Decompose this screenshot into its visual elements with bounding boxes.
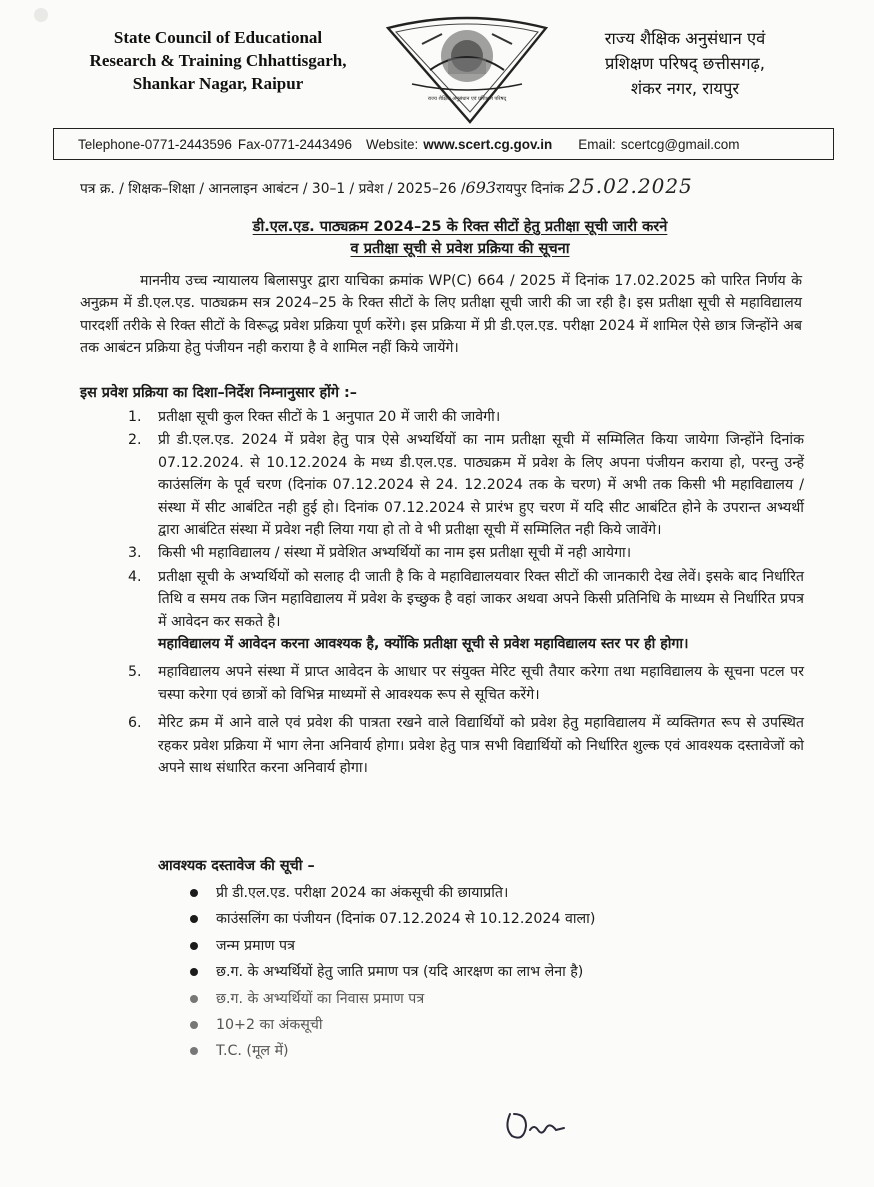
rule-item: [128, 542, 804, 564]
bullet-icon: [190, 889, 198, 897]
document-text: काउंसलिंग का पंजीयन (दिनांक 07.12.2024 से 10.12.2024 वाला): [216, 911, 596, 928]
org-name-hindi: [560, 26, 810, 101]
reference-prefix: पत्र क्र. / शिक्षक–शिक्षा / आनलाइन आबंटन / 30–1 / प्रवेश / 2025–26 /: [80, 181, 466, 197]
rule-text: प्रतीक्षा सूची के अभ्यर्थियों को सलाह दी जाती है कि वे महाविद्यालयवार रिक्त सीटों की जानकारी देख लेवें। इसके बाद निर्धारित तिथि व समय तक जिन महाविद्यालय में प्रवेश के इच्छुक है वहां जाकर अथवा अपने किसी प्रतिनिधि के माध्यम से निर्धारित प्रपत्र में आवेदन कर सकते है।: [158, 568, 804, 630]
rule-item: [128, 712, 804, 779]
document-text: जन्म प्रमाण पत्र: [216, 937, 295, 954]
document-text: T.C. (मूल में): [216, 1043, 289, 1060]
documents-heading: आवश्यक दस्तावेज की सूची –: [158, 858, 315, 874]
logo-caption: राज्य शैक्षिक अनुसंधान एवं प्रशिक्षण परिषद्: [427, 96, 507, 102]
document-item: [188, 1038, 788, 1064]
document-item: [188, 933, 788, 959]
email-label: Email:: [578, 136, 616, 152]
org-en-line: State Council of Educational: [113, 28, 323, 47]
reference-date: 25.02.2025: [568, 174, 693, 198]
rule-text: मेरिट क्रम में आने वाले एवं प्रवेश की पात्रता रखने वाले विद्यार्थियों को प्रवेश हेतु महाविद्यालय में व्यक्तिगत रूप से उपस्थित रहकर प्रवेश प्रक्रिया में भाग लेना अनिवार्य होगा। प्रवेश हेतु पात्र सभी विद्यार्थियों को निर्धारित शुल्क एवं आवश्यक दस्तावेजों को अपने साथ संधारित करना अनिवार्य होगा।: [158, 715, 804, 777]
bullet-icon: [190, 995, 198, 1003]
reference-place: रायपुर दिनांक: [496, 181, 564, 197]
rule-number: 3.: [128, 545, 142, 562]
document-item: [188, 959, 788, 985]
rule-text: प्रतीक्षा सूची कुल रिक्त सीटों के 1 अनुपात 20 में जारी की जावेगी।: [158, 409, 501, 425]
bullet-icon: [190, 1021, 198, 1029]
document-text: छ.ग. के अभ्यर्थियों हेतु जाति प्रमाण पत्र (यदि आरक्षण का लाभ लेना है): [216, 964, 584, 981]
org-en-line: Research & Training Chhattisgarh,: [89, 51, 347, 70]
rule-text: प्री डी.एल.एड. 2024 में प्रवेश हेतु पात्र ऐसे अभ्यर्थियों का नाम प्रतीक्षा सूची में सम्मिलित किया जायेगा जिन्होंने दिनांक 07.12.2024. से 10.12.2024 के मध्य डी.एल.एड. पाठ्यक्रम में प्रवेश के लिए अपना पंजीयन कराया हो, परन्तु उन्हें काउंसलिंग के पूर्व चरण (दिनांक 07.12.2024 से 24. 12.2024 तक के चरण) में अभी तक किसी भी महाविद्यालय / संस्था में सीट आबंटित नही हुई हो। दिनांक 07.12.2024 से प्रारंभ हुए चरण में यदि सीट आबंटित होने के उपरान्त अभ्यर्थी द्वारा आबंटित संस्था में प्रवेश नही लिया गया हो तो वे भी प्रतीक्षा सूची में सम्मिलित नही किये जावेंगे।: [158, 432, 804, 539]
telephone: Telephone-0771-2443596: [78, 136, 232, 152]
signature-mark: [500, 1106, 572, 1146]
rule-number: 6.: [128, 715, 142, 732]
rules-list: [128, 406, 804, 781]
punch-hole: [34, 8, 48, 22]
org-hi-line: प्रशिक्षण परिषद् छत्तीसगढ़,: [604, 54, 766, 73]
rule-emphasis: महाविद्यालय में आवेदन करना आवश्यक है, क्योंकि प्रतीक्षा सूची से प्रवेश महाविद्यालय स्तर पर ही होगा।: [158, 636, 689, 653]
bullet-icon: [190, 1047, 198, 1055]
rule-text: किसी भी महाविद्यालय / संस्था में प्रवेशित अभ्यर्थियों का नाम इस प्रतीक्षा सूची में नही आयेगा।: [158, 545, 632, 562]
document-text: 10+2 का अंकसूची: [216, 1016, 323, 1033]
document-item: [188, 1012, 788, 1038]
rule-item: [128, 661, 804, 706]
document-item: [188, 880, 788, 906]
subject-line-1: डी.एल.एड. पाठ्यक्रम 2024–25 के रिक्त सीटों हेतु प्रतीक्षा सूची जारी करने: [252, 218, 668, 235]
bullet-icon: [190, 915, 198, 923]
org-en-line: Shankar Nagar, Raipur: [132, 74, 304, 93]
rule-number: 2.: [128, 432, 142, 449]
document-item: [188, 906, 788, 932]
rule-text: महाविद्यालय अपने संस्था में प्राप्त आवेदन के आधार पर संयुक्त मेरिट सूची तैयार करेगा तथा महाविद्यालय के सूचना पटल पर चस्पा करेगा एवं छात्रों को विभिन्न माध्यमों से आवश्यक रूप से सूचित करेंगे।: [158, 664, 804, 703]
org-name-english: [58, 26, 378, 95]
rule-number: 1.: [128, 409, 142, 425]
website-label: Website:: [365, 136, 419, 152]
document-text: प्री डी.एल.एड. परीक्षा 2024 का अंकसूची की छायाप्रति।: [216, 885, 509, 901]
intro-paragraph: [80, 270, 802, 360]
org-hi-line: राज्य शैक्षिक अनुसंधान एवं: [604, 29, 766, 48]
rule-item: [128, 566, 804, 656]
document-item: [188, 986, 788, 1012]
subject-line-2: व प्रतीक्षा सूची से प्रवेश प्रक्रिया की सूचना: [350, 240, 570, 257]
reference-number: 693: [465, 178, 497, 197]
org-hi-line: शंकर नगर, रायपुर: [630, 79, 740, 98]
rule-number: 4.: [128, 568, 142, 585]
scert-emblem-logo: [382, 14, 552, 126]
intro-text: माननीय उच्च न्यायालय बिलासपुर द्वारा याचिका क्रमांक WP(C) 664 / 2025 में दिनांक 17.02.2025 को पारित निर्णय के अनुक्रम में डी.एल.एड. पाठ्यक्रम सत्र 2024–25 के रिक्त सीटों के लिए प्रतीक्षा सूची जारी की जा रही है। इस प्रतीक्षा सूची से महाविद्यालय पारदर्शी तरीके से रिक्त सीटों के विरूद्ध प्रवेश प्रक्रिया पूर्ण करेंगे। इस प्रक्रिया में प्री डी.एल.एड. परीक्षा 2024 में शामिल ऐसे छात्र जिन्होंने अब तक आबंटन प्रक्रिया हेतु पंजीयन नही कराया है वे शामिल नहीं किये जायेंगे।: [80, 273, 802, 357]
contact-info-box: [53, 128, 834, 160]
website-link[interactable]: www.scert.cg.gov.in: [423, 136, 553, 152]
bullet-icon: [190, 968, 198, 976]
rules-heading: इस प्रवेश प्रक्रिया का दिशा–निर्देश निम्नानुसार होंगे :–: [80, 385, 357, 401]
document-text: छ.ग. के अभ्यर्थियों का निवास प्रमाण पत्र: [216, 990, 425, 1007]
email-address[interactable]: scertcg@gmail.com: [620, 136, 740, 152]
reference-line: [80, 174, 840, 198]
documents-list: [188, 880, 788, 1065]
subject-heading: [120, 216, 800, 260]
rule-item: [128, 429, 804, 541]
fax: Fax-0771-2443496: [237, 136, 352, 152]
bullet-icon: [190, 942, 198, 950]
rule-item: [128, 406, 804, 428]
rule-number: 5.: [128, 664, 142, 681]
